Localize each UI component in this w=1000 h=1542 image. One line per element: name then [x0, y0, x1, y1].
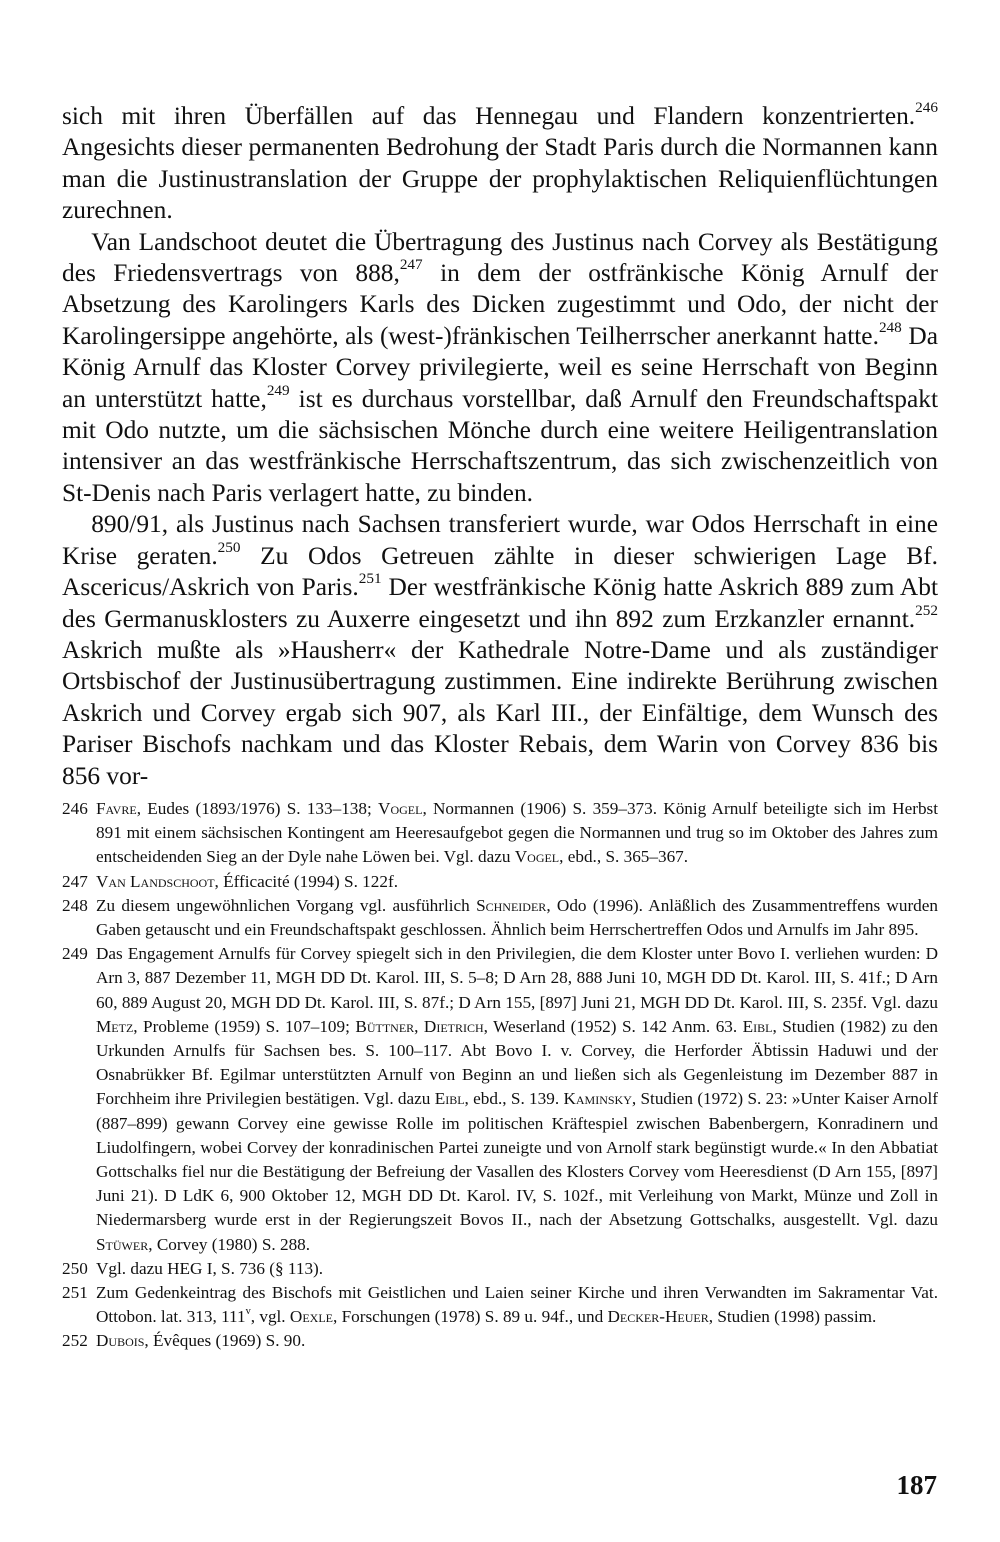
author-name: Dubois — [96, 1331, 145, 1351]
footnote-number: 246 — [62, 799, 88, 818]
footnote-number: 247 — [62, 871, 88, 891]
text-run: Zum Gedenkeintrag des Bischofs mit Geistlichen und Laien seiner Kirche und ihren Verwandten im Sakramentar Vat. Ottobon. lat. 313, 111 — [96, 1283, 938, 1327]
page-number: 187 — [896, 1470, 937, 1500]
footnote — [62, 1281, 938, 1329]
text-run: Der westfränkische König hatte Askrich 889 zum Abt des Germanusklosters zu Auxerre eingesetzt und ihn 892 zum Erzkanzler ernannt. — [62, 573, 938, 633]
footnote-ref[interactable]: 251 — [358, 570, 382, 588]
text-run: , ebd., S. 365–367. — [559, 847, 689, 867]
author-name: Stüwer — [96, 1234, 149, 1254]
text-run: , Weserland (1952) S. 142 Anm. 63. — [483, 1016, 743, 1036]
text-run: Zu Odos Getreuen zählte in dieser schwierigen Lage Bf. Ascericus/Askrich von Paris. — [62, 541, 938, 602]
footnote-text — [96, 797, 938, 870]
footnotes — [62, 797, 938, 1354]
text-run: Zu diesem ungewöhnlichen Vorgang vgl. ausführlich — [96, 895, 477, 915]
text-run: Van Landschoot deutet die Übertragung des Justinus nach Corvey als Bestätigung des Friedensvertrags von 888, — [62, 227, 938, 288]
text-run: Das Engagement Arnulfs für Corvey spiegelt sich in den Privilegien, die dem Kloster unter Bovo I. verliehen wurden: D Arn 3, 887 Dezember 11, MGH DD Dt. Karol. III, S. 5–8; D Arn 28, 888 Juni 10, MGH DD Dt. Karol. III, S. 41f.; D Arn 60, 889 August 20, MGH DD Dt. Karol. III, S. 87f.; D Arn 155, [897] Juni 21, MGH DD Dt. Karol. III, S. 235f. Vgl. dazu — [96, 944, 938, 1012]
text-run: , Corvey (1980) S. 288. — [148, 1234, 311, 1254]
author-name: Vogel — [514, 847, 560, 867]
text-run: Angesichts dieser permanenten Bedrohung der Stadt Paris durch die Normannen kann man die Justinustranslation der Gruppe der prophylaktischen Reliquienflüchtungen zurechnen. — [62, 133, 938, 225]
footnote — [62, 1329, 938, 1353]
folio-verso-mark: v — [245, 1305, 251, 1317]
footnote-ref[interactable]: 247 — [399, 256, 423, 274]
footnote-text — [96, 870, 938, 894]
text-run: , Forschungen (1978) S. 89 u. 94f., und — [332, 1307, 608, 1327]
paragraph — [62, 509, 938, 792]
author-name: Decker-Heuer — [607, 1307, 709, 1327]
footnote-ref[interactable]: 250 — [217, 538, 241, 556]
footnote — [62, 894, 938, 942]
footnote-text — [96, 1329, 938, 1353]
author-name: Büttner, Dietrich — [355, 1016, 484, 1036]
footnote-number: 251 — [62, 1283, 88, 1303]
author-name: Eibl — [742, 1016, 773, 1036]
footnote-ref[interactable]: 248 — [878, 319, 902, 337]
author-name: Kaminsky — [563, 1089, 632, 1109]
footnote-text — [96, 1257, 938, 1281]
author-name: Eibl — [434, 1089, 465, 1109]
text-run: in dem der ostfränkische König Arnulf der Absetzung des Karolingers Karls des Dicken zugestimmt und Odo, der nicht der Karolingersippe angehörte, als (west-)fränkischen Teilherrscher anerkannt hatte. — [62, 259, 938, 350]
author-name: Van Landschoot — [96, 871, 215, 891]
author-name: Vogel — [378, 799, 423, 818]
text-run: , Studien (1972) S. 23: »Unter Kaiser Arnolf (887–899) gewann Corvey eine gewisse Rolle im politischen Kräftespiel zwischen Babenbergern, Konradinern und Liudolfingern, wobei Corvey der konradinischen Partei zuneigte und von Arnolf stark begünstigt wurde.« In den Abbatiat Gottschalks fiel nur die Bestätigung der Befreiung der Vasallen des Klosters Corvey vom Heeresdienst (D Arn 155, [897] Juni 21). D LdK 6, 900 Oktober 12, MGH DD Dt. Karol. IV, S. 102f., mit Verleihung von Markt, Münze und Zoll in Niedermarsberg wurde erst in der Regierungszeit Bovos II., nach der Absetzung Gottschalks, ausgestellt. Vgl. dazu — [96, 1089, 938, 1230]
footnote-number: 250 — [62, 1258, 88, 1278]
text-run: , vgl. — [250, 1307, 290, 1327]
footnote — [62, 942, 938, 1257]
body-text — [62, 101, 938, 792]
text-run: , Eudes (1893/1976) S. 133–138; — [136, 799, 379, 818]
author-name: Favre — [96, 799, 137, 818]
text-run: Da König Arnulf das Kloster Corvey privilegierte, weil es seine Herrschaft von Beginn an unterstützt hatte, — [62, 321, 938, 413]
text-run: , Évêques (1969) S. 90. — [144, 1331, 306, 1351]
footnote-number: 252 — [62, 1331, 88, 1351]
text-run: ist es durchaus vorstellbar, daß Arnulf den Freundschaftspakt mit Odo nutzte, um die sächsischen Mönche durch eine weitere Heiligentranslation intensiver an das westfränkische Herrschaftszentrum, das sich zwischenzeitlich von St-Denis nach Paris verlagert hatte, zu binden. — [62, 384, 938, 507]
paragraph — [62, 227, 938, 510]
paragraph — [62, 101, 938, 227]
text-run: , Éfficacité (1994) S. 122f. — [214, 871, 398, 891]
footnote — [62, 870, 938, 894]
footnote-ref[interactable]: 252 — [915, 601, 938, 619]
footnote — [62, 797, 938, 870]
footnote-ref[interactable]: 246 — [915, 99, 938, 117]
text-run: 890/91, als Justinus nach Sachsen transferiert wurde, war Odos Herrschaft in eine Krise geraten. — [62, 510, 938, 570]
footnote-text — [96, 942, 938, 1257]
author-name: Schneider — [476, 895, 547, 915]
footnote — [62, 1257, 938, 1281]
text-run: Askrich mußte als »Hausherr« der Kathedrale Notre-Dame und als zuständiger Ortsbischof der Justinusübertragung zustimmen. Eine indirekte Berührung zwischen Askrich und Corvey ergab sich 907, als Karl III., der Einfältige, dem Wunsch des Pariser Bischofs nachkam und das Kloster Rebais, dem Warin von Corvey 836 bis 856 vor- — [62, 635, 938, 790]
text-run: Vgl. dazu HEG I, S. 736 (§ 113). — [96, 1258, 324, 1278]
footnote-number: 249 — [62, 944, 88, 964]
footnote-ref[interactable]: 249 — [266, 381, 290, 399]
text-run: , Studien (1982) zu den Urkunden Arnulfs für Sachsen bes. S. 100–117. Abt Bovo I. v. Corvey, die Herforder Äbtissin Haduwi und der Osnabrükker Bf. Egilmar unterstützten Arnulf von Beginn an und ließen sich als Gegenleistung im Dezember 887 in Forchheim ihre Privilegien bestätigen. Vgl. dazu — [96, 1016, 938, 1109]
author-name: Metz — [96, 1016, 134, 1036]
text-run: sich mit ihren Überfällen auf das Hennegau und Flandern konzentrierten. — [62, 102, 916, 130]
text-run: , Probleme (1959) S. 107–109; — [133, 1016, 356, 1036]
text-run: , Normannen (1906) S. 359–373. König Arnulf beteiligte sich im Herbst 891 mit einem sächsischen Kontingent am Heeresaufgebot gegen die Normannen und trug so im Oktober des Jahres zum entscheidenden Sieg an der Dyle nahe Löwen bei. Vgl. dazu — [96, 799, 938, 867]
footnote-number: 248 — [62, 895, 88, 915]
text-run: , ebd., S. 139. — [464, 1089, 564, 1109]
text-run: , Studien (1998) passim. — [708, 1307, 877, 1327]
author-name: Oexle — [289, 1307, 333, 1327]
text-run: , Odo (1996). Anläßlich des Zusammentreffens wurden Gaben getauscht und ein Freundschaftspakt geschlossen. Ähnlich beim Herrschertreffen Odos und Arnulfs im Jahr 895. — [96, 895, 938, 940]
footnote-text — [96, 1281, 938, 1329]
footnote-text — [96, 894, 938, 942]
